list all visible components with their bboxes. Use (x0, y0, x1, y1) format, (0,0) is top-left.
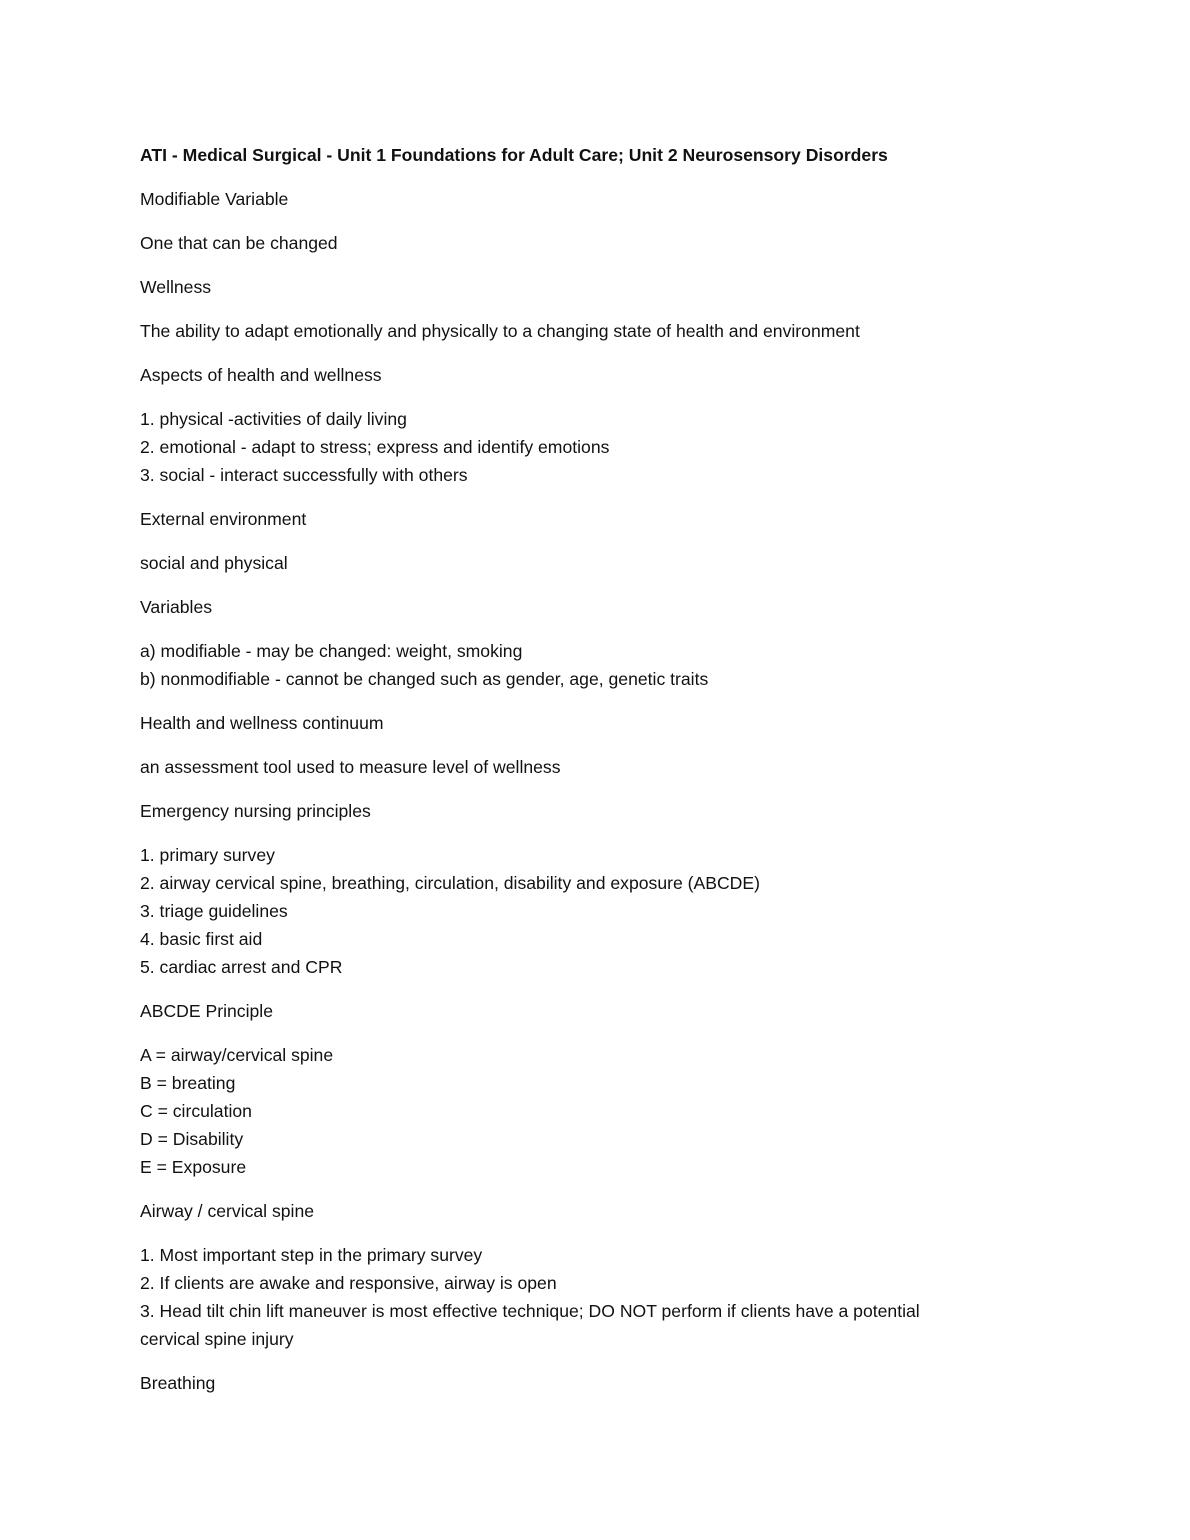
paragraph (140, 997, 1040, 1025)
paragraph-text: Emergency nursing principles (140, 801, 371, 821)
list-item: B = breating (140, 1073, 236, 1093)
list-item: 5. cardiac arrest and CPR (140, 957, 343, 977)
document-page (140, 141, 1040, 1413)
paragraph-text: External environment (140, 509, 307, 529)
paragraph (140, 753, 1040, 781)
paragraph (140, 505, 1040, 533)
paragraph (140, 549, 1040, 577)
paragraph-text: Wellness (140, 277, 212, 297)
paragraph (140, 361, 1040, 389)
list-block (140, 637, 1040, 693)
paragraph (140, 229, 1040, 257)
list-block (140, 1241, 1040, 1353)
paragraph-text: Aspects of health and wellness (140, 365, 382, 385)
paragraph (140, 797, 1040, 825)
list-block (140, 841, 1040, 981)
list-item: 3. Head tilt chin lift maneuver is most effective technique; DO NOT perform if clients have a potential (140, 1301, 920, 1321)
paragraph-text: ABCDE Principle (140, 1001, 273, 1021)
document-title-block (140, 141, 1040, 169)
paragraph-text: an assessment tool used to measure level of wellness (140, 757, 561, 777)
document-title: ATI - Medical Surgical - Unit 1 Foundations for Adult Care; Unit 2 Neurosensory Disorders (140, 145, 888, 165)
list-item: 1. primary survey (140, 845, 275, 865)
document-body (140, 185, 1040, 1397)
paragraph-text: Modifiable Variable (140, 189, 289, 209)
list-item: cervical spine injury (140, 1329, 294, 1349)
list-item: A = airway/cervical spine (140, 1045, 334, 1065)
paragraph (140, 273, 1040, 301)
list-item: C = circulation (140, 1101, 252, 1121)
paragraph-text: Variables (140, 597, 213, 617)
list-item: 1. Most important step in the primary survey (140, 1245, 483, 1265)
list-block (140, 405, 1040, 489)
list-item: D = Disability (140, 1129, 244, 1149)
paragraph-text: One that can be changed (140, 233, 338, 253)
paragraph (140, 593, 1040, 621)
list-item: 3. triage guidelines (140, 901, 288, 921)
list-item: 3. social - interact successfully with others (140, 465, 468, 485)
paragraph (140, 709, 1040, 737)
list-item: 2. If clients are awake and responsive, airway is open (140, 1273, 557, 1293)
list-item: E = Exposure (140, 1157, 247, 1177)
paragraph-text: The ability to adapt emotionally and physically to a changing state of health and environment (140, 321, 860, 341)
list-item: 4. basic first aid (140, 929, 263, 949)
paragraph (140, 317, 1040, 345)
paragraph (140, 185, 1040, 213)
paragraph-text: Airway / cervical spine (140, 1201, 315, 1221)
list-item: b) nonmodifiable - cannot be changed such as gender, age, genetic traits (140, 669, 709, 689)
list-item: 2. emotional - adapt to stress; express and identify emotions (140, 437, 610, 457)
paragraph-text: social and physical (140, 553, 288, 573)
paragraph (140, 1197, 1040, 1225)
list-item: a) modifiable - may be changed: weight, smoking (140, 641, 523, 661)
paragraph (140, 1369, 1040, 1397)
paragraph-text: Breathing (140, 1373, 216, 1393)
list-item: 1. physical -activities of daily living (140, 409, 407, 429)
list-block (140, 1041, 1040, 1181)
paragraph-text: Health and wellness continuum (140, 713, 384, 733)
list-item: 2. airway cervical spine, breathing, circulation, disability and exposure (ABCDE) (140, 873, 760, 893)
